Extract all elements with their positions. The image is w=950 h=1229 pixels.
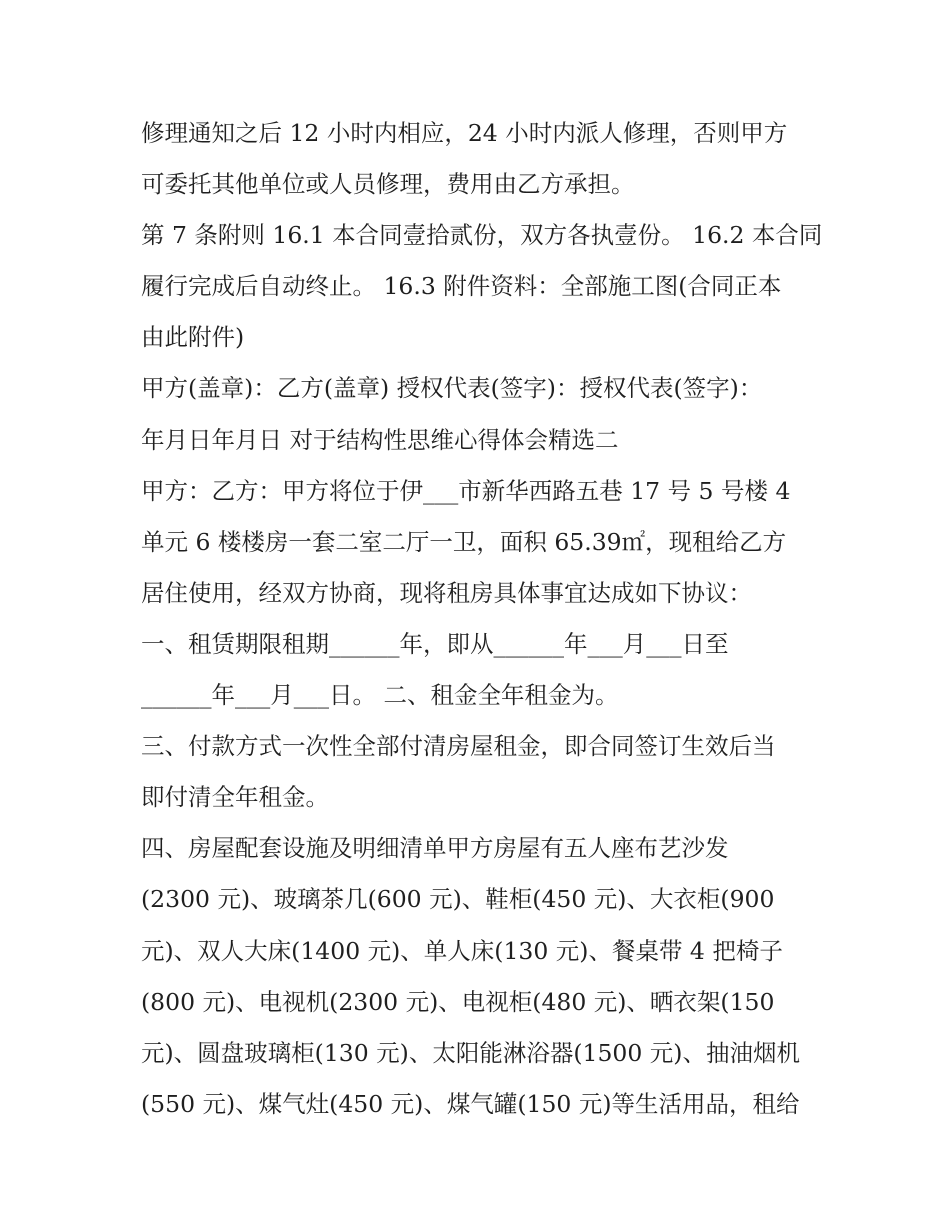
text-line: 第 7 条附则 16.1 本合同壹拾贰份，双方各执壹份。 16.2 本合同 — [141, 221, 823, 250]
text-line: ______年___月___日。 二、租金全年租金为。 — [141, 681, 619, 710]
text-line: (800 元)、电视机(2300 元)、电视柜(480 元)、晒衣架(150 — [141, 987, 775, 1016]
text-line: 甲方(盖章)：乙方(盖章) 授权代表(签字)：授权代表(签字)： — [141, 374, 763, 403]
text-line: 四、房屋配套设施及明细清单甲方房屋有五人座布艺沙发 — [141, 834, 729, 863]
document-body — [141, 108, 821, 1130]
text-line: 元)、双人大床(1400 元)、单人床(130 元)、餐桌带 4 把椅子 — [141, 936, 783, 965]
text-line: (2300 元)、玻璃茶几(600 元)、鞋柜(450 元)、大衣柜(900 — [141, 885, 775, 914]
text-line: 单元 6 楼楼房一套二室二厅一卫，面积 65.39㎡，现租给乙方 — [141, 527, 787, 556]
text-line: 一、租赁期限租期______年，即从______年___月___日至 — [141, 629, 729, 658]
text-line: 居住使用，经双方协商，现将租房具体事宜达成如下协议： — [141, 578, 752, 607]
text-line: 年月日年月日 对于结构性思维心得体会精选二 — [141, 425, 619, 454]
text-line: 履行完成后自动终止。 16.3 附件资料：全部施工图(合同正本 — [141, 272, 782, 301]
text-line: 三、付款方式一次性全部付清房屋租金，即合同签订生效后当 — [141, 732, 776, 761]
text-line: (550 元)、煤气灶(450 元)、煤气罐(150 元)等生活用品，租给 — [141, 1089, 800, 1118]
text-line: 元)、圆盘玻璃柜(130 元)、太阳能淋浴器(1500 元)、抽油烟机 — [141, 1038, 800, 1067]
text-line: 由此附件) — [141, 323, 245, 352]
text-line: 甲方：乙方：甲方将位于伊___市新华西路五巷 17 号 5 号楼 4 — [141, 476, 791, 505]
text-line: 修理通知之后 12 小时内相应，24 小时内派人修理，否则甲方 — [141, 119, 788, 147]
text-line: 可委托其他单位或人员修理，费用由乙方承担。 — [141, 170, 635, 199]
text-line: 即付清全年租金。 — [141, 783, 329, 812]
